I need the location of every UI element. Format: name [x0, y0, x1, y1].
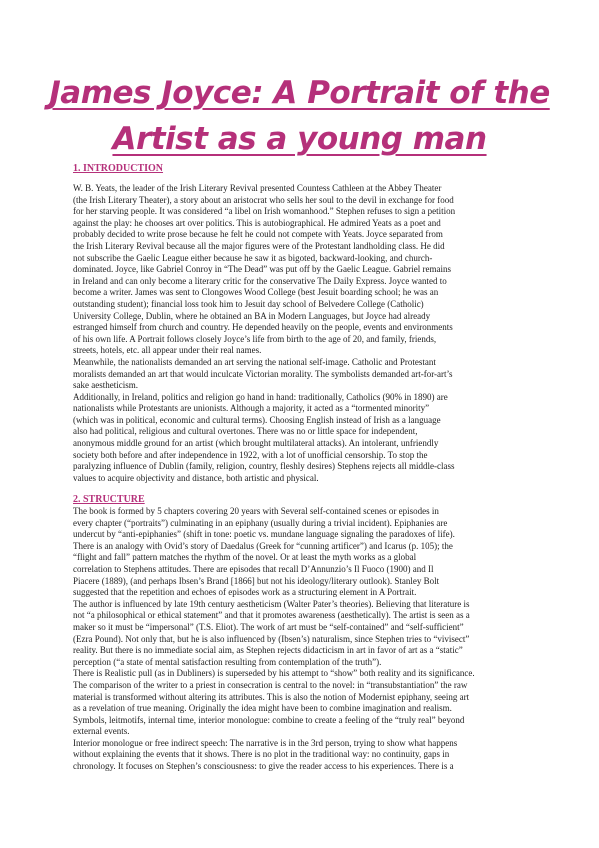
section-heading-structure: 2. STRUCTURE: [73, 494, 145, 505]
text-line: The author is influenced by late 19th century aestheticism (Walter Pater’s theories). Believing that literature is: [73, 598, 470, 609]
text-line: Meanwhile, the nationalists demanded an art serving the national self-image. Catholic and Protestant: [73, 356, 436, 367]
text-line: University College, Dublin, where he obtained an BA in Modern Languages, but Joyce had already: [73, 310, 431, 321]
text-line: probably decided to write prose because he felt he could not compete with Yeats. Joyce separated from: [73, 229, 443, 240]
document-title-line-1: James Joyce: A Portrait of the: [49, 75, 550, 111]
text-line: correlation to Stephens attitudes. There are episodes that recall D’Annunzio’s Il Fuoco (1900) and Il: [73, 563, 434, 574]
text-line: not subscribe the Gaelic League either because he saw it as bigoted, backward-looking, and church-: [73, 252, 433, 263]
text-line: in Ireland and can only become a literary critic for the conservative The Daily Express. Joyce wanted to: [73, 275, 447, 286]
paragraph: [73, 506, 528, 773]
text-line: undercut by “anti-epiphanies” (shift in tone: poetic vs. mundane language signaling the paradoxes of life).: [73, 529, 455, 540]
text-line: Piacere (1889), (and perhaps Ibsen’s Brand [1866] but not his ideology/literary outlook). Stanley Bolt: [73, 575, 440, 586]
text-line: (Ezra Pound). Not only that, but he is also influenced by (Ibsen’s) naturalism, since Stephen tries to “vivisect”: [73, 633, 470, 644]
text-line: streets, hotels, etc. all appear under their real names.: [73, 345, 262, 356]
text-line: There is Realistic pull (as in Dubliners) is superseded by his attempt to “show” both reality and its significance.: [73, 668, 475, 679]
text-line: The book is formed by 5 chapters covering 20 years with Several self-contained scenes or episodes in: [73, 506, 439, 516]
text-line: Additionally, in Ireland, politics and religion go hand in hand: traditionally, Catholics (90% in 1890) are: [73, 391, 448, 402]
structure-body: [73, 506, 528, 773]
text-line: paralyzing influence of Dublin (family, religion, country, fleshly desires) Stephens rejects all middle-class: [73, 461, 455, 472]
text-line: sake aestheticism.: [73, 380, 138, 391]
text-line: external events.: [73, 726, 130, 737]
text-line: for her starving people. It was considered “a libel on Irish womanhood.” Stephen refuses to sign a petition: [73, 206, 456, 217]
text-line: of his own life. A Portrait follows closely Joyce’s life from birth to the age of 20, and family, friends,: [73, 333, 437, 344]
text-line: not “a philosophical or ethical statement” and that it promotes awareness (aesthetically). The artist is seen as a: [73, 610, 470, 621]
text-line: as a revelation of true meaning. Originally the idea might have been to combine imagination and realism.: [73, 703, 452, 714]
text-line: (which was in political, economic and cultural terms). Choosing English instead of Irish as a language: [73, 414, 441, 425]
section-heading-introduction: 1. INTRODUCTION: [73, 163, 164, 174]
text-line: (the Irish Literary Theater), a story about an aristocrat who sells her soul to the devil in exchange for food: [73, 194, 454, 205]
text-line: outstanding student); financial loss took him to Jesuit day school of Belvedere College (Catholic): [73, 298, 424, 309]
text-line: perception (“a state of mental satisfaction resulting from contemplation of the truth”).: [73, 656, 382, 667]
text-line: maker so it must be “impersonal” (T.S. Eliot). The work of art must be “self-contained” and “self-sufficient”: [73, 621, 464, 632]
text-line: also had political, religious and cultural overtones. There was no or little space for independent,: [73, 426, 418, 437]
text-line: society both before and after independence in 1922, with a lot of unofficial censorship. To stop the: [73, 449, 428, 460]
document-title-line-2: Artist as a young man: [112, 121, 487, 157]
text-line: W. B. Yeats, the leader of the Irish Literary Revival presented Countess Cathleen at the Abbey Theater: [73, 183, 442, 193]
text-line: There is an analogy with Ovid’s story of Daedalus (Greek for “cunning artificer”) and Icarus (p. 105); the: [73, 540, 453, 551]
text-line: against the play: he chooses art over politics. This is autobiographical. He admired Yeats as a poet and: [73, 217, 441, 228]
text-line: dominated. Joyce, like Gabriel Conroy in “The Dead” was put off by the Gaelic League. Gabriel remains: [73, 264, 451, 275]
text-line: Symbols, leitmotifs, internal time, interior monologue: combine to create a feeling of the “truly real” beyond: [73, 714, 465, 725]
text-line: moralists demanded an art that would inculcate Victorian morality. The symbolists demanded art-for-art’s: [73, 368, 453, 379]
text-line: Interior monologue or free indirect speech: The narrative is in the 3rd person, trying to show what happens: [73, 737, 458, 748]
text-line: The comparison of the writer to a priest in consecration is central to the novel: in “transubstantiation” the raw: [73, 679, 468, 690]
text-line: “flight and fall” pattern matches the rhythm of the novel. Or at least the myth works as a global: [73, 552, 417, 563]
text-line: the Irish Literary Revival because all the major figures were of the Protestant landholding class. He did: [73, 240, 445, 251]
text-line: nationalists while Protestants are unionists. Although a majority, it acted as a “tormented minority”: [73, 403, 430, 414]
text-line: material is transformed without altering its attributes. This is also the notion of Modernist epiphany, seeing art: [73, 691, 470, 702]
text-line: anonymous middle ground for an artist (which brought multilateral attacks). An intolerant, unfriendly: [73, 438, 439, 449]
text-line: chronology. It focuses on Stephen’s consciousness: to give the reader access to his experiences. There is a: [73, 761, 454, 772]
text-line: values to acquire objectivity and distance, both artistic and physical.: [73, 472, 319, 483]
text-line: without explaining the events that it shows. There is no plot in the traditional way: no continuity, gaps in: [73, 749, 450, 760]
introduction-body: [73, 183, 528, 484]
text-line: become a writer. James was sent to Clongowes Wood College (best Jesuit boarding school; he was an: [73, 287, 439, 298]
text-line: estranged himself from church and country. He depended heavily on the people, events and environments: [73, 322, 453, 333]
paragraph: [73, 183, 528, 484]
text-line: reality. But there is no immediate social aim, as Stephen rejects didacticism in art in favor of art as a “static”: [73, 645, 463, 656]
text-line: suggested that the repetition and echoes of episodes work as a structuring element in A Portrait.: [73, 587, 417, 598]
text-line: every chapter (“portraits”) culminating in an epiphany (usually during a trivial incident). Epiphanies are: [73, 517, 448, 528]
